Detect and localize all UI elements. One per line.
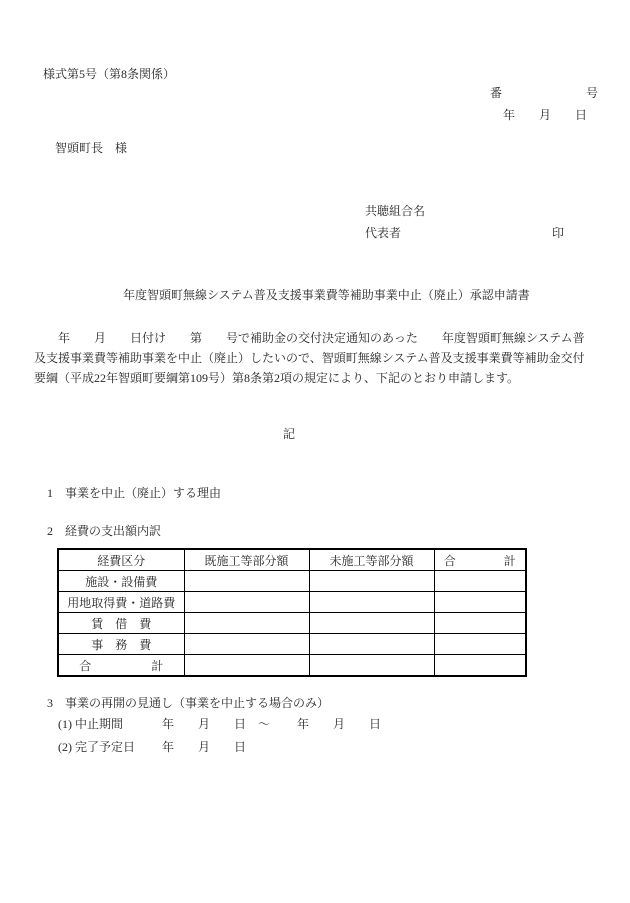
row-label: 賃 借 費 bbox=[58, 613, 184, 634]
body-paragraph-line-3: 要綱（平成22年智頭町要綱第109号）第8条第2項の規定により、下記のとおり申請します。 bbox=[34, 371, 520, 385]
expense-table-header-row bbox=[58, 549, 526, 571]
expense-table-container bbox=[57, 548, 525, 677]
seal-mark: 印 bbox=[552, 226, 565, 240]
header-uncompleted-portion: 未施工等部分額 bbox=[309, 549, 434, 571]
amount-cell bbox=[184, 655, 309, 677]
form-number-label: 様式第5号（第8条関係） bbox=[43, 67, 176, 81]
amount-cell bbox=[434, 634, 526, 655]
ki-separator: 記 bbox=[283, 427, 296, 441]
amount-cell bbox=[434, 655, 526, 677]
amount-cell bbox=[184, 592, 309, 613]
amount-cell bbox=[309, 634, 434, 655]
amount-cell bbox=[309, 613, 434, 634]
document-title: 年度智頭町無線システム普及支援事業費等補助事業中止（廃止）承認申請書 bbox=[123, 288, 530, 302]
date-line: 年 月 日 bbox=[503, 108, 588, 122]
representative-label: 代表者 bbox=[365, 226, 402, 240]
body-paragraph-line-2: 及支援事業費等補助事業を中止（廃止）したいので、智頭町無線システム普及支援事業費等補助金交付 bbox=[34, 351, 585, 365]
addressee: 智頭町長 様 bbox=[55, 141, 128, 155]
section-1-heading: 1 事業を中止（廃止）する理由 bbox=[47, 486, 222, 500]
union-name-label: 共聴組合名 bbox=[365, 204, 426, 218]
expense-row-land-road bbox=[58, 592, 526, 613]
section-2-heading: 2 経費の支出額内訳 bbox=[47, 524, 162, 538]
amount-cell bbox=[184, 613, 309, 634]
completion-date-line: (2) 完了予定日 年 月 日 bbox=[58, 740, 246, 754]
header-total: 合 計 bbox=[434, 549, 526, 571]
row-label: 合 計 bbox=[58, 655, 184, 677]
amount-cell bbox=[434, 592, 526, 613]
header-expense-category: 経費区分 bbox=[58, 549, 184, 571]
amount-cell bbox=[184, 634, 309, 655]
row-label: 施設・設備費 bbox=[58, 571, 184, 592]
amount-cell bbox=[434, 571, 526, 592]
amount-cell bbox=[309, 571, 434, 592]
amount-cell bbox=[309, 592, 434, 613]
row-label: 用地取得費・道路費 bbox=[58, 592, 184, 613]
expense-row-facilities bbox=[58, 571, 526, 592]
header-completed-portion: 既施工等部分額 bbox=[184, 549, 309, 571]
document-number-line: 番 号 bbox=[490, 86, 599, 100]
amount-cell bbox=[184, 571, 309, 592]
amount-cell bbox=[309, 655, 434, 677]
expense-row-total bbox=[58, 655, 526, 677]
expense-row-rental bbox=[58, 613, 526, 634]
expense-table bbox=[57, 548, 527, 677]
row-label: 事 務 費 bbox=[58, 634, 184, 655]
expense-row-administrative bbox=[58, 634, 526, 655]
body-paragraph-line-1: 年 月 日付け 第 号で補助金の交付決定通知のあった 年度智頭町無線システム普 bbox=[34, 331, 585, 345]
suspension-period-line: (1) 中止期間 年 月 日 ～ 年 月 日 bbox=[58, 717, 381, 731]
section-3-heading: 3 事業の再開の見通し（事業を中止する場合のみ） bbox=[47, 696, 330, 710]
amount-cell bbox=[434, 613, 526, 634]
